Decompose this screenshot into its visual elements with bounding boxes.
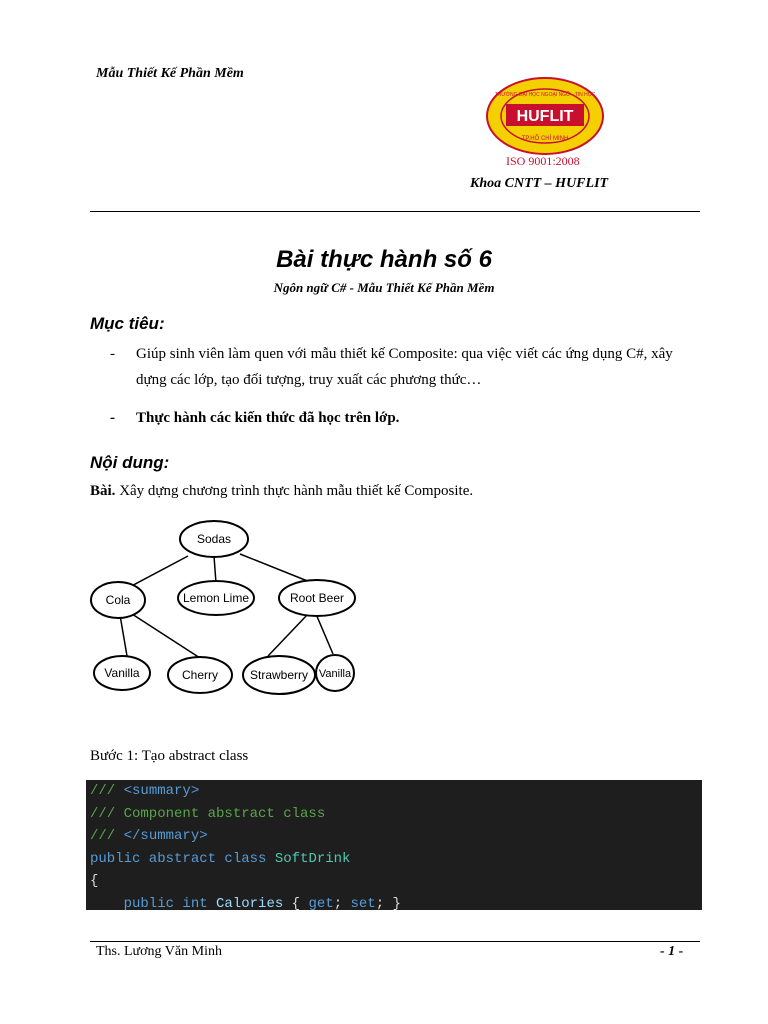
node-label-sodas: Sodas	[196, 532, 232, 546]
step-1-label: Bước 1: Tạo abstract class	[90, 748, 249, 764]
task-text: Xây dựng chương trình thực hành mẫu thiết kế Composite.	[115, 483, 474, 499]
node-label-lemon-lime: Lemon Lime	[182, 591, 250, 605]
code-line-6: public int Calories { get; set; }	[90, 895, 401, 912]
node-label-root-beer: Root Beer	[289, 591, 345, 605]
iso-label: ISO 9001:2008	[506, 154, 580, 168]
logo-name: HUFLIT	[516, 108, 574, 125]
node-label-cola: Cola	[105, 593, 131, 607]
code-line-2: /// Component abstract class	[90, 805, 326, 822]
footer-page-number: - 1 -	[660, 944, 684, 959]
objectives-heading: Mục tiêu:	[90, 314, 165, 333]
header-divider	[90, 211, 700, 212]
bullet-dash: -	[110, 410, 115, 426]
objective-text-2: Thực hành các kiến thức đã học trên lớp.	[136, 410, 400, 426]
page-subtitle: Ngôn ngữ C# - Mẫu Thiết Kế Phần Mềm	[273, 280, 495, 295]
header-faculty: Khoa CNTT – HUFLIT	[470, 176, 609, 191]
bullet-dash: -	[110, 346, 115, 362]
content-heading: Nội dung:	[90, 453, 170, 472]
code-line-3: /// </summary>	[90, 828, 208, 844]
code-line-4: public abstract class SoftDrink	[90, 850, 351, 867]
header-course-name: Mẫu Thiết Kế Phần Mềm	[96, 66, 244, 81]
footer-divider	[90, 941, 700, 942]
task-label: Bài.	[90, 483, 116, 499]
objective-item-1	[110, 341, 710, 393]
code-line-5: {	[90, 873, 99, 889]
objective-text-1: Giúp sinh viên làm quen với mẫu thiết kế Composite: qua việc viết các ứng dụng C#, xây dựng các lớp, tạo đối tượng, truy xuất các phương thức…	[136, 346, 673, 388]
code-line-1: /// <summary>	[90, 783, 200, 799]
node-label-strawberry: Strawberry	[249, 668, 309, 682]
objective-item-2	[110, 405, 710, 431]
node-label-vanilla-2: Vanilla	[318, 668, 352, 680]
node-label-cherry: Cherry	[181, 668, 219, 682]
footer-author: Ths. Lương Văn Minh	[96, 944, 222, 959]
code-block	[86, 780, 702, 910]
task-description	[90, 483, 473, 500]
node-label-vanilla-1: Vanilla	[104, 666, 140, 680]
page-title: Bài thực hành số 6	[276, 246, 492, 273]
logo-city: TP.HỒ CHÍ MINH	[521, 136, 569, 142]
logo-ring-text: TRƯỜNG ĐẠI HỌC NGOẠI NGỮ - TIN HỌC	[494, 92, 596, 98]
composite-tree-diagram	[90, 518, 356, 730]
